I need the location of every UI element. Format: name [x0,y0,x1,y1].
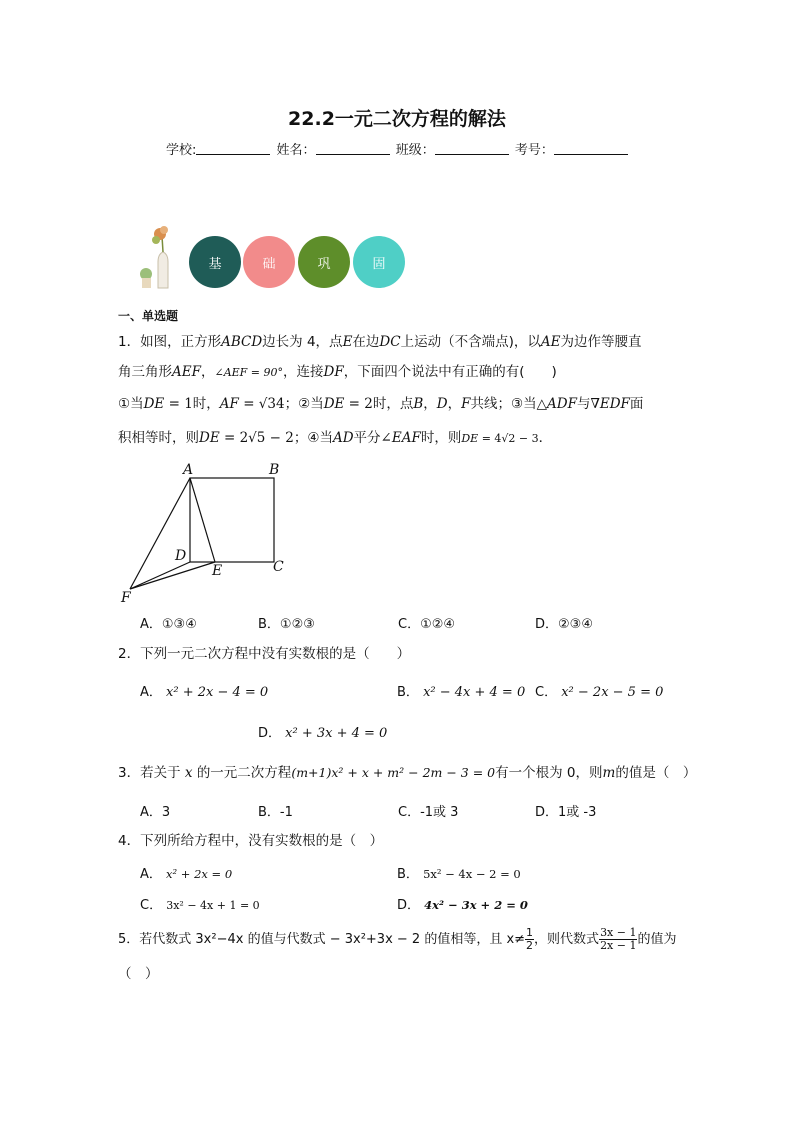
student-info-row [166,139,630,158]
circle-ji: 基 [189,236,241,288]
q3-stem: 3．若关于 x 的一元二次方程(m+1)x² + x + m² − 2m − 3 = 0有一个根为 0，则m的值是（ ） [118,765,697,781]
vase-plant-icon [136,224,184,290]
q3-option-c[interactable]: C．-1或 3 [398,805,459,820]
q4-option-a[interactable]: A． x² + 2x = 0 [140,867,233,882]
id-blank[interactable] [554,142,628,155]
q5-answer-bracket: （ ） [118,966,159,982]
q4-stem: 4．下列所给方程中，没有实数根的是（ ） [118,833,384,849]
label-c: C [273,559,284,575]
class-label: 班级： [395,143,435,158]
circle-gu: 固 [353,236,405,288]
q1-line2: 角三角形AEF，∠AEF = 90°，连接DF，下面四个说法中有正确的有( ) [118,364,557,380]
q5-stem: 5．若代数式 3x²−4x 的值与代数式 − 3x²+3x − 2 的值相等，且 x≠ $\frac{1}{2}$ ，则代数式 $\frac{3x - 1}{2x - 1}$ 的值为 [118,926,677,952]
q1-option-b[interactable]: B．①②③ [258,617,315,632]
q1-option-d[interactable]: D．②③④ [535,617,593,632]
school-blank[interactable] [196,142,270,155]
label-d: D [175,548,187,564]
q1-option-c[interactable]: C．①②④ [398,617,456,632]
geometry-figure [115,458,295,608]
fraction-expression: $\frac{3x - 1}{2x - 1}$ [600,926,637,952]
label-a: A [183,462,194,478]
q4-option-b[interactable]: B． 5x² − 4x − 2 = 0 [397,867,521,882]
id-label: 考号： [514,143,554,158]
segment-fd [130,562,190,589]
segment-ae [190,478,215,562]
q2-option-a[interactable]: A． x² + 2x − 4 = 0 [140,685,269,700]
q2-stem: 2．下列一元二次方程中没有实数根的是（ ） [118,646,411,662]
q3-option-b[interactable]: B．-1 [258,805,293,820]
name-label: 姓名： [276,143,316,158]
q4-option-d[interactable]: D． 4x² − 3x + 2 = 0 [397,898,528,913]
q1-line1: 1．如图，正方形ABCD边长为 4，点E在边DC上运动（不含端点)，以AE为边作等腰直 [118,334,642,350]
page-title: 22.2一元二次方程的解法 [288,108,506,130]
q4-option-c[interactable]: C． 3x² − 4x + 1 = 0 [140,898,260,913]
q1-option-a[interactable]: A．①③④ [140,617,197,632]
q1-line4: 积相等时，则DE = 2√5 − 2；④当AD平分∠EAF时，则DE = 4√2 − 3． [118,430,553,446]
circle-chu: 础 [243,236,295,288]
section-title: 一、单选题 [118,309,179,323]
q2-option-c[interactable]: C． x² − 2x − 5 = 0 [535,685,664,700]
q2-option-b[interactable]: B． x² − 4x + 4 = 0 [397,685,526,700]
label-e: E [212,563,223,579]
q3-option-a[interactable]: A．3 [140,805,171,820]
circle-gong: 巩 [298,236,350,288]
q3-option-d[interactable]: D．1或 -3 [535,805,597,820]
label-b: B [269,462,280,478]
name-blank[interactable] [316,142,390,155]
q2-option-d[interactable]: D． x² + 3x + 4 = 0 [258,726,388,741]
school-label: 学校: [166,143,197,158]
label-f: F [121,590,131,606]
class-blank[interactable] [435,142,509,155]
fraction-one-half: $\frac{1}{2}$ [526,926,534,952]
q1-line3: ①当DE = 1时，AF = √34；②当DE = 2时，点B，D，F共线；③当△ADF与∇EDF面 [118,396,644,412]
